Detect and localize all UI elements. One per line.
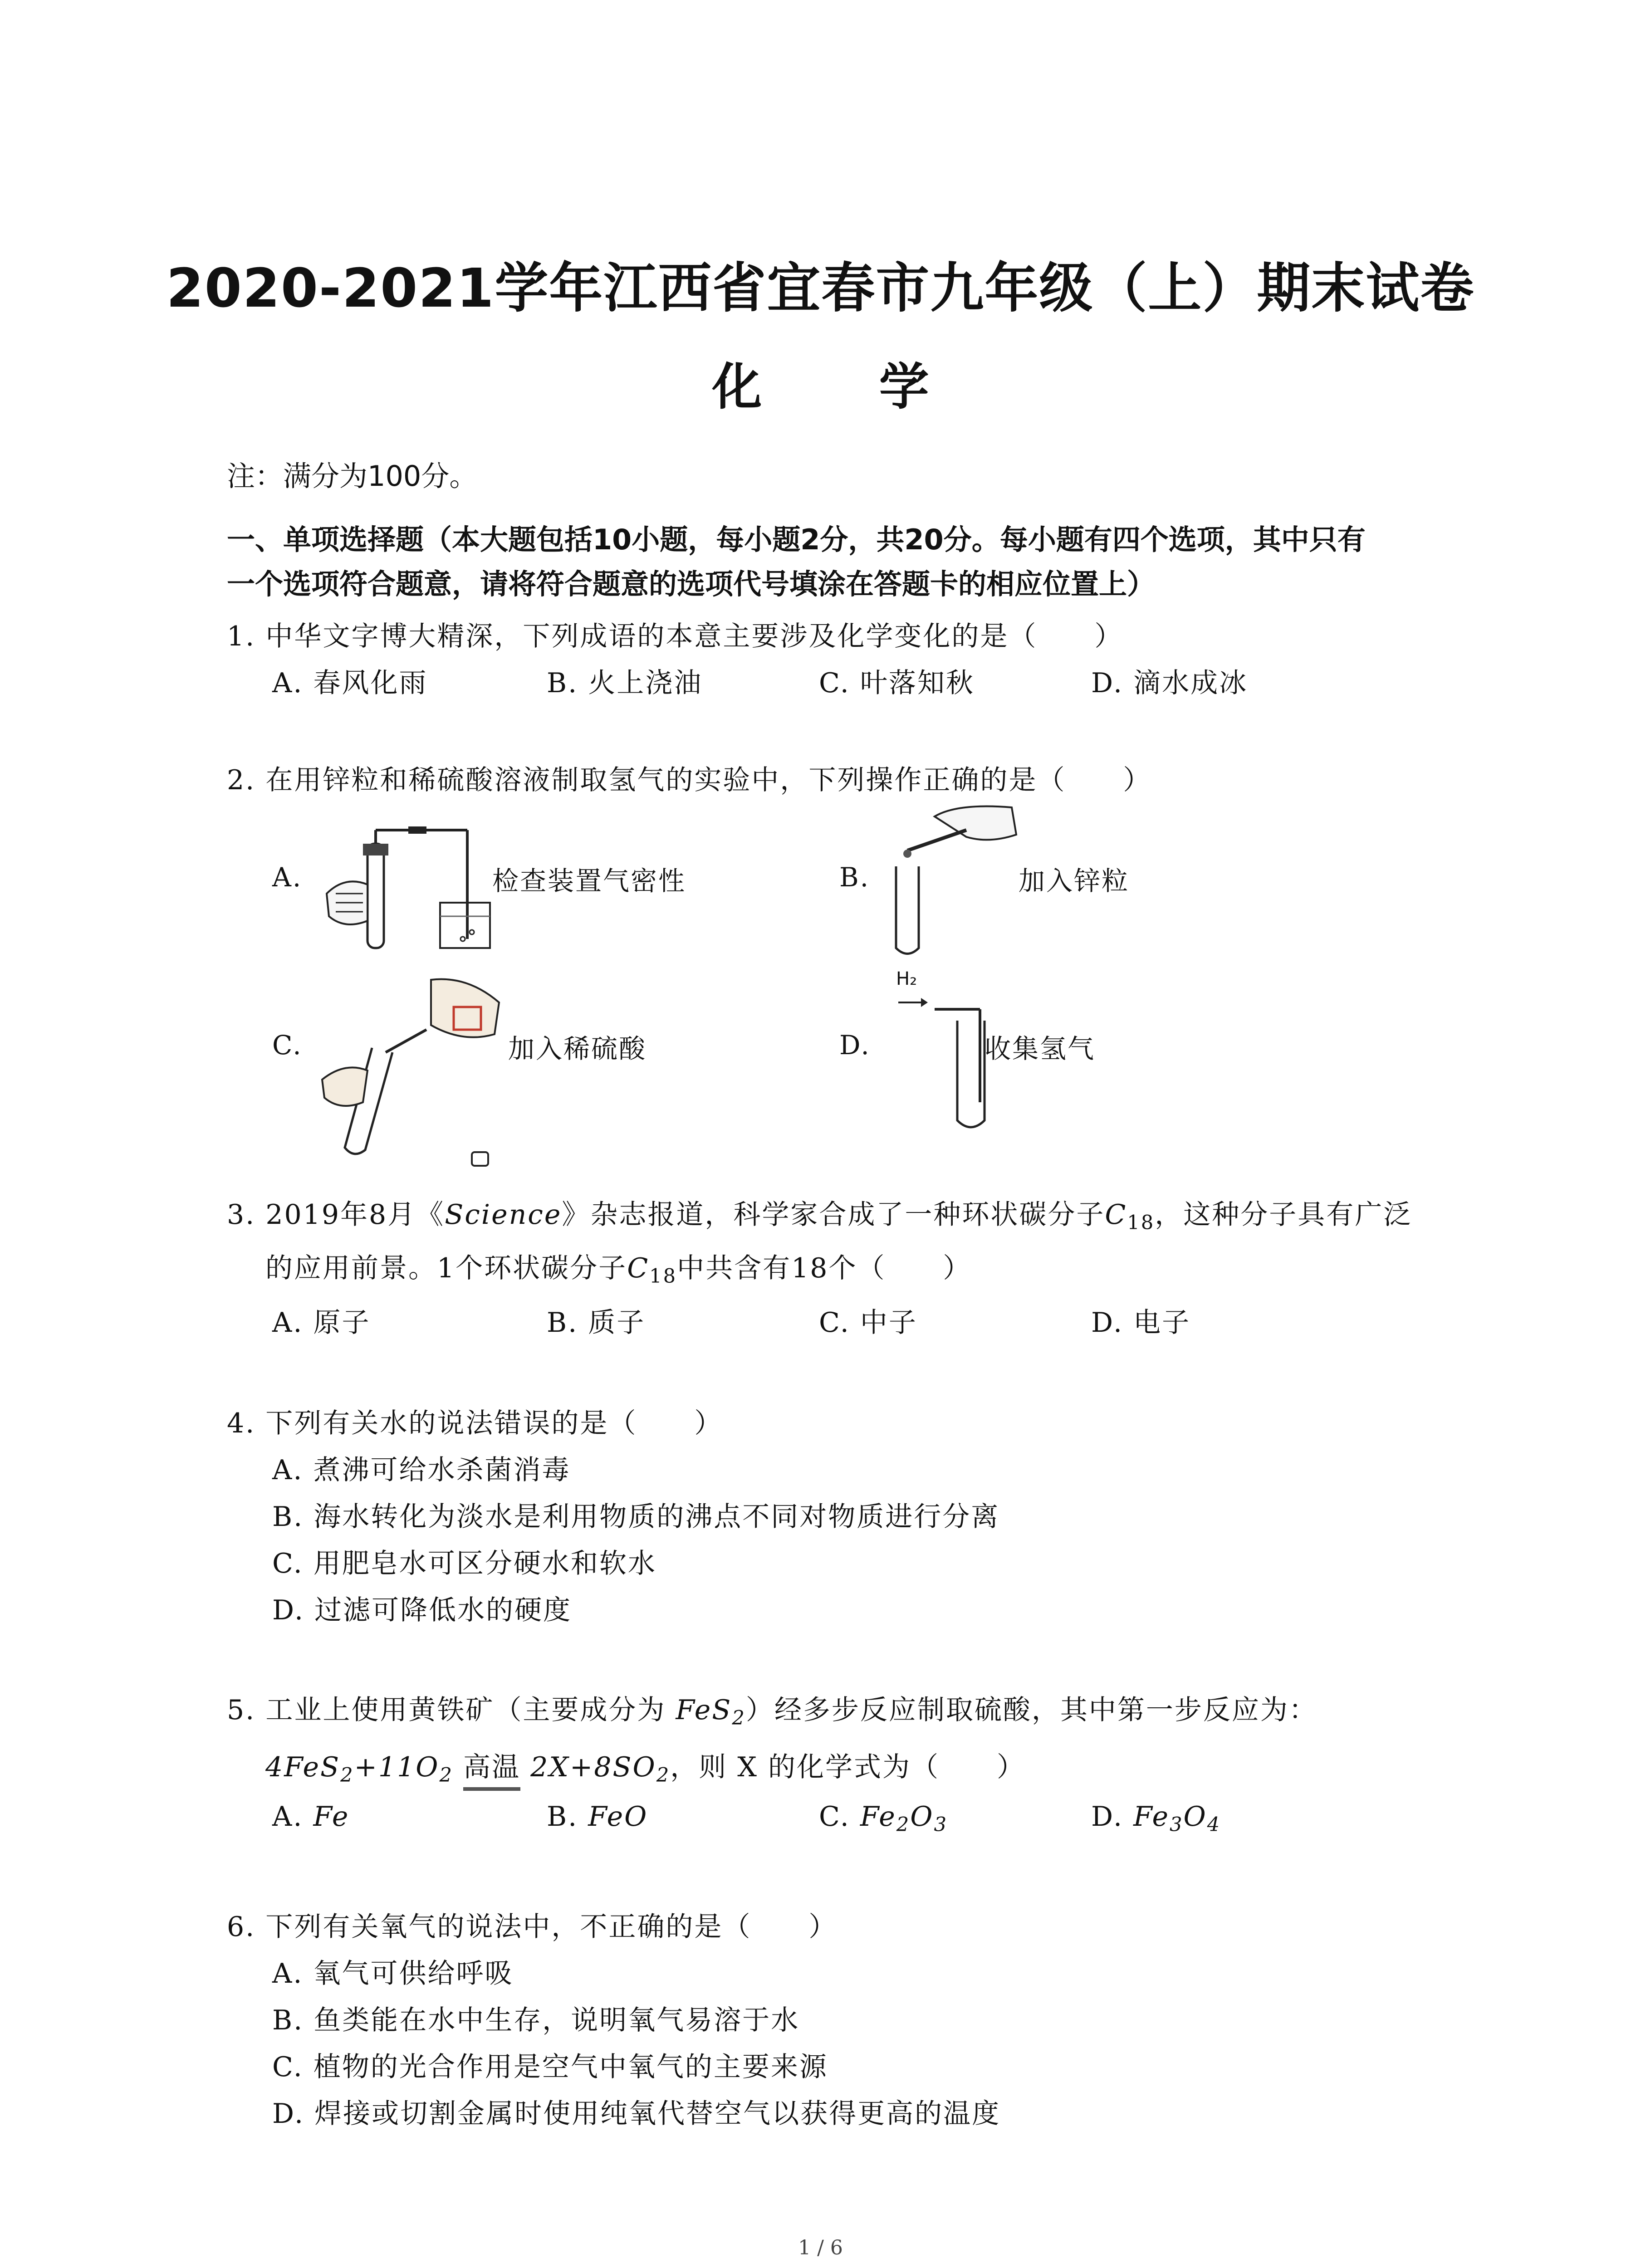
q2-option-c-letter: C. (272, 1030, 303, 1061)
q6-option-d: D. 焊接或切割金属时使用纯氧代替空气以获得更高的温度 (272, 2098, 1001, 2130)
page-number: 1 / 6 (798, 2236, 843, 2259)
formula-subscript: 18 (649, 1265, 677, 1288)
airtightness-check-figure (318, 826, 508, 953)
q5-option-a: A. Fe (272, 1801, 350, 1833)
hydrogen-label: H₂ (896, 968, 917, 989)
q1-option-c: C. 叶落知秋 (819, 667, 975, 699)
q3-text: ，这种分子具有广泛 (1155, 1199, 1412, 1231)
q1-stem: 1. 中华文字博大精深，下列成语的本意主要涉及化学变化的是（ ） (227, 621, 1123, 652)
q6-option-c: C. 植物的光合作用是空气中氧气的主要来源 (272, 2051, 828, 2083)
score-note: 注：满分为100分。 (227, 459, 478, 493)
add-sulfuric-acid-figure (318, 975, 508, 1175)
exam-subject: 化 学 (712, 358, 979, 416)
q6-option-b: B. 鱼类能在水中生存，说明氧气易溶于水 (272, 2004, 800, 2036)
q5-option-c: C. $Fe_2O_3$ (819, 1801, 948, 1837)
q6-option-a: A. 氧气可供给呼吸 (272, 1958, 514, 1989)
q5-stem-line1 (227, 1688, 1318, 1730)
q2-option-d-letter: D. (839, 1030, 871, 1061)
q6-stem: 6. 下列有关氧气的说法中，不正确的是（ ） (227, 1911, 838, 1943)
reaction-condition: 高温 (463, 1745, 520, 1784)
q4-option-b: B. 海水转化为淡水是利用物质的沸点不同对物质进行分离 (272, 1501, 1000, 1533)
formula-carbon: C (1105, 1199, 1127, 1231)
q3-option-c: C. 中子 (819, 1307, 917, 1339)
q2-option-c-caption: 加入稀硫酸 (508, 1033, 647, 1064)
q3-text: 的应用前景。1个环状碳分子 (265, 1252, 627, 1284)
q3-stem-line1 (227, 1193, 1412, 1234)
q3-text: 中共含有18个（ ） (677, 1252, 972, 1284)
q5-text: ，则 X 的化学式为（ ） (670, 1751, 1026, 1783)
journal-name: Science (445, 1199, 562, 1231)
q4-stem: 4. 下列有关水的说法错误的是（ ） (227, 1408, 723, 1439)
q2-option-b-caption: 加入锌粒 (1019, 865, 1130, 896)
q1-option-d: D. 滴水成冰 (1091, 667, 1248, 699)
q2-option-a-caption: 检查装置气密性 (492, 865, 686, 896)
q2-option-b-letter: B. (839, 862, 870, 893)
q2-option-d-caption: 收集氢气 (985, 1033, 1096, 1064)
q5-text: ）经多步反应制取硫酸，其中第一步反应为： (745, 1694, 1318, 1726)
q3-stem-line2 (265, 1246, 971, 1288)
q5-text: 5. 工业上使用黄铁矿（主要成分为 (227, 1694, 676, 1726)
q2-option-a-letter: A. (272, 862, 303, 893)
q4-option-d: D. 过滤可降低水的硬度 (272, 1594, 572, 1626)
q3-text: 》杂志报道，科学家合成了一种环状碳分子 (562, 1199, 1105, 1231)
section-heading-line2: 一个选项符合题意，请将符合题意的选项代号填涂在答题卡的相应位置上） (227, 567, 1156, 601)
q1-option-a: A. 春风化雨 (272, 667, 428, 699)
formula-carbon: C (627, 1252, 650, 1284)
formula-subscript: 18 (1127, 1212, 1155, 1235)
section-heading-line1: 一、单项选择题（本大题包括10小题，每小题2分，共20分。每小题有四个选项，其中只有 (227, 523, 1366, 556)
exam-title: 2020-2021学年江西省宜春市九年级（上）期末试卷 (166, 257, 1475, 319)
q5-option-b: B. FeO (547, 1801, 648, 1833)
formula-fes2: FeS$_2$ (676, 1694, 746, 1730)
q2-stem: 2. 在用锌粒和稀硫酸溶液制取氢气的实验中，下列操作正确的是（ ） (227, 764, 1152, 796)
collect-hydrogen-figure (889, 993, 1034, 1139)
q5-equation: $4FeS_2+11O_2$ 高温 $2X+8SO_2$，则 X 的化学式为（ ） (265, 1745, 1025, 1787)
q5-option-d: D. $Fe_3O_4$ (1091, 1801, 1221, 1837)
add-zinc-figure (876, 803, 1021, 957)
q3-option-b: B. 质子 (547, 1307, 646, 1339)
q1-option-b: B. 火上浇油 (547, 667, 703, 699)
q4-option-c: C. 用肥皂水可区分硬水和软水 (272, 1548, 656, 1579)
q3-option-d: D. 电子 (1091, 1307, 1191, 1339)
q4-option-a: A. 煮沸可给水杀菌消毒 (272, 1454, 571, 1486)
q3-text: 3. 2019年8月《 (227, 1199, 445, 1231)
q3-option-a: A. 原子 (272, 1307, 371, 1339)
